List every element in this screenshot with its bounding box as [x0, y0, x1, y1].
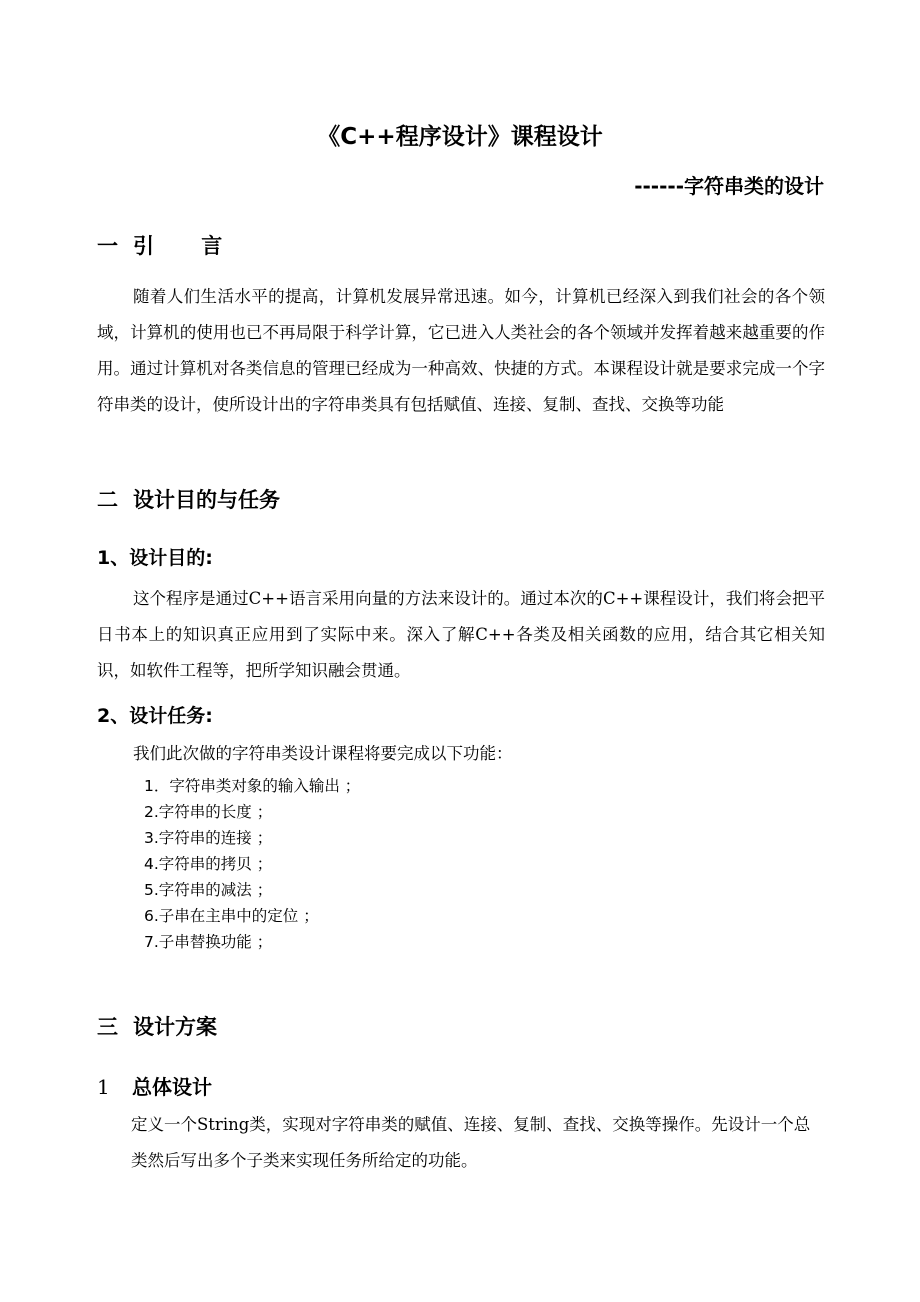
intro-paragraph: 随着人们生活水平的提高，计算机发展异常迅速。如今，计算机已经深入到我们社会的各个领域，计算机的使用也已不再局限于科学计算，它已进入人类社会的各个领域并发挥着越来越重要的作用。通过计算机对各类信息的管理已经成为一种高效、快捷的方式。本课程设计就是要求完成一个字符串类的设计，使所设计出的字符串类具有包括赋值、连接、复制、查找、交换等功能 — [97, 287, 825, 414]
subsection-heading-task — [97, 701, 213, 728]
task-list — [144, 773, 360, 955]
section-number: 三 — [97, 1015, 118, 1039]
section-title: 设计方案 — [133, 1015, 217, 1039]
task-list-item: 7.子串替换功能 ； — [144, 933, 273, 951]
task-list-item: 3.字符串的连接 ； — [144, 829, 273, 847]
subsection-title: 总体设计 — [132, 1075, 212, 1099]
task-list-item: 5.字符串的减法 ； — [144, 881, 273, 899]
subsection-number: 1 — [97, 1075, 110, 1099]
subsection-heading-overall — [97, 1071, 212, 1100]
section-number: 一 — [97, 234, 118, 258]
task-list-item: 2.字符串的长度 ； — [144, 803, 273, 821]
subsection-title: 2、设计任务: — [97, 705, 213, 727]
section-number: 二 — [97, 488, 118, 512]
purpose-paragraph: 这个程序是通过C++语言采用向量的方法来设计的。通过本次的C++课程设计，我们将会把平日书本上的知识真正应用到了实际中来。深入了解C++各类及相关函数的应用，结合其它相关知识，如软件工程等，把所学知识融会贯通。 — [97, 589, 825, 680]
subsection-heading-purpose — [97, 543, 213, 570]
section-title: 引 言 — [133, 234, 243, 258]
section-heading-intro — [97, 230, 242, 260]
section-title: 设计目的与任务 — [133, 488, 280, 512]
document-title: 《C++程序设计》课程设计 — [317, 124, 603, 150]
document-subtitle: ------字符串类的设计 — [634, 174, 824, 198]
subsection-title: 1、设计目的: — [97, 547, 213, 569]
section-heading-design — [97, 1011, 217, 1041]
task-list-item: 1．字符串类对象的输入输出 ； — [144, 777, 361, 795]
task-list-item: 4.字符串的拷贝 ； — [144, 855, 273, 873]
section-heading-purpose-task — [97, 484, 280, 514]
overall-design-paragraph: 定义一个String类，实现对字符串类的赋值、连接、复制、查找、交换等操作。先设计一个总类然后写出多个子类来实现任务所给定的功能。 — [131, 1115, 811, 1170]
task-intro-text: 我们此次做的字符串类设计课程将要完成以下功能： — [133, 744, 513, 763]
task-list-item: 6.子串在主串中的定位 ； — [144, 907, 319, 925]
